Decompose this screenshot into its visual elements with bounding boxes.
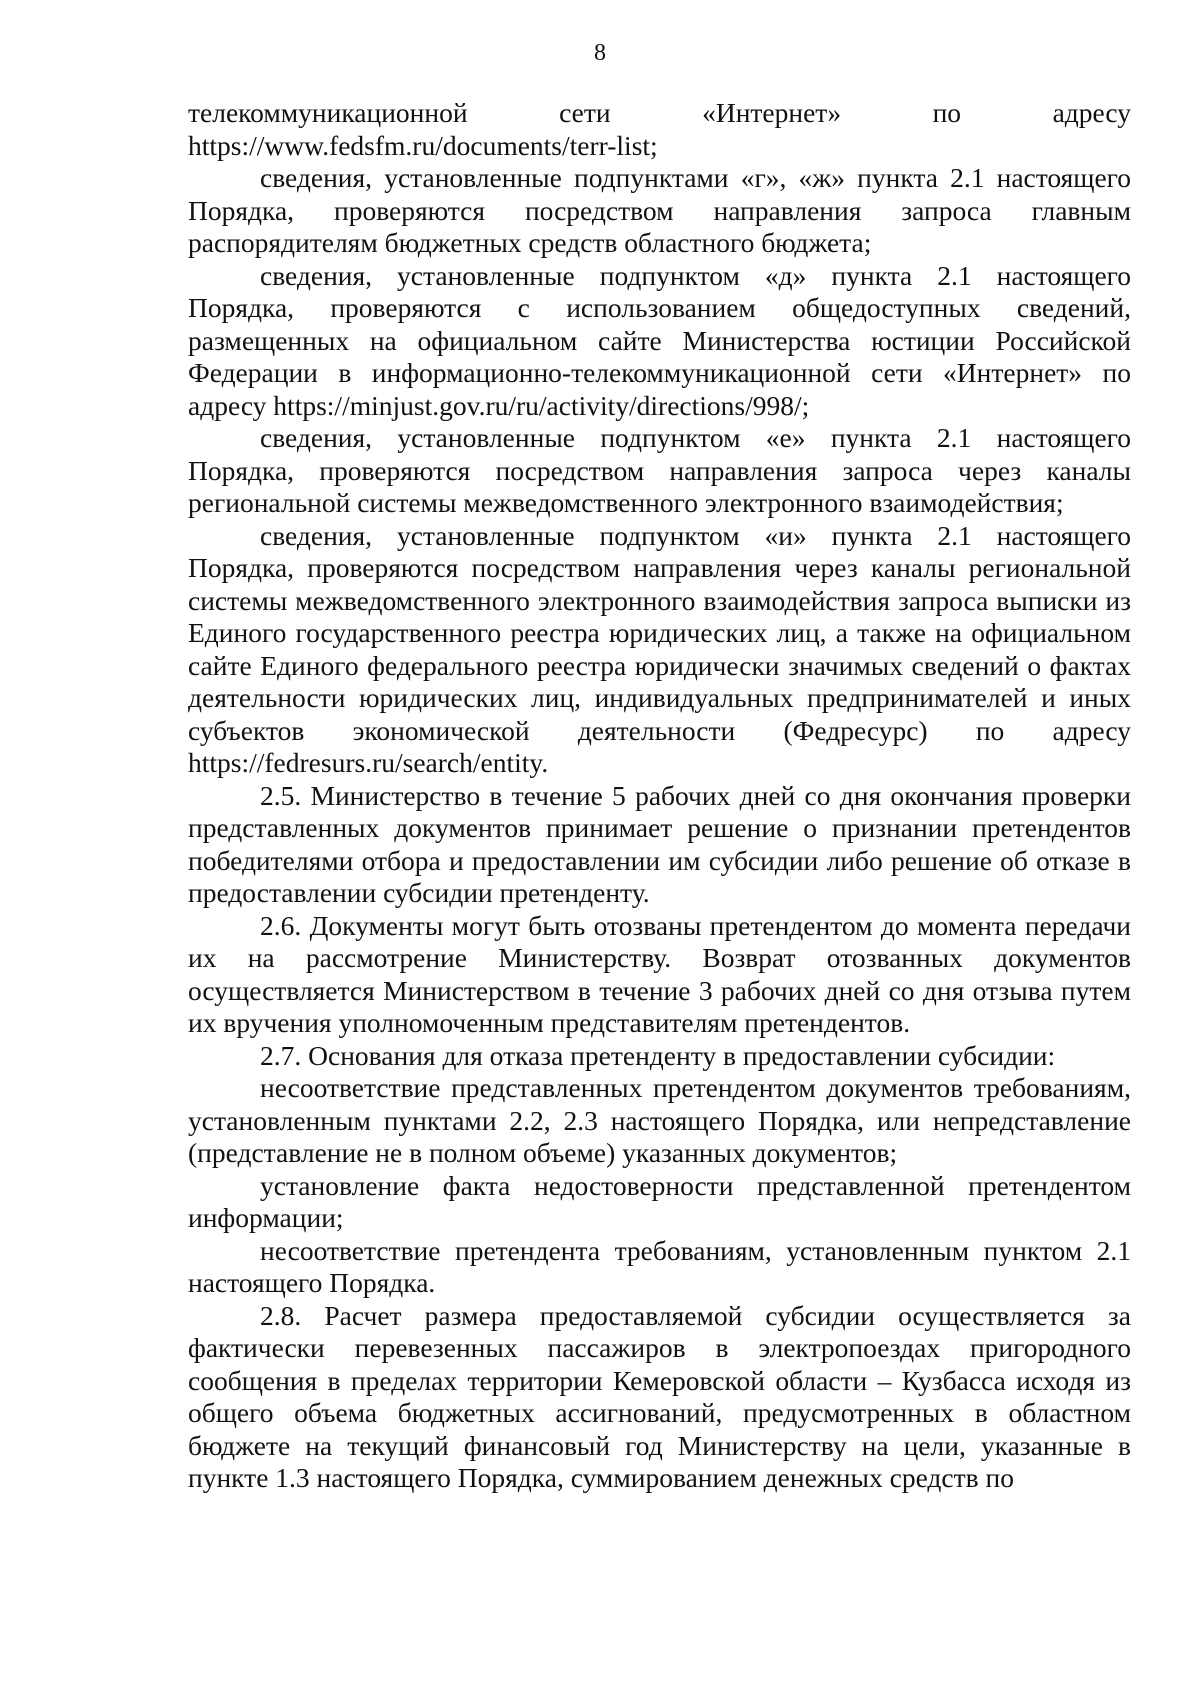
paragraph-info-i: сведения, установленные подпунктом «и» пункта 2.1 настоящего Порядка, проверяются посредством направления через каналы региональной системы межведомственного электронного взаимодействия запроса выписки из Единого государственного реестра юридических лиц, а также на официальном сайте Единого федерального реестра юридически значимых сведений о фактах деятельности юридических лиц, индивидуальных предпринимателей и иных субъектов экономической деятельности (Федресурс) по адресу https://fedresurs.ru/search/entity.: [188, 519, 1131, 778]
paragraph-info-g-zh: сведения, установленные подпунктами «г», «ж» пункта 2.1 настоящего Порядка, проверяются посредством направления запроса главным распорядителям бюджетных средств областного бюджета;: [188, 162, 1131, 258]
paragraph-2-8: 2.8. Расчет размера предоставляемой субсидии осуществляется за фактически перевезенных пассажиров в электропоездах пригородного сообщения в пределах территории Кемеровской области – Кузбасса исходя из общего объема бюджетных ассигнований, предусмотренных в областном бюджете на текущий финансовый год Министерству на цели, указанные в пункте 1.3 настоящего Порядка, суммированием денежных средств по: [188, 1299, 1131, 1493]
paragraph-2-6: 2.6. Документы могут быть отозваны претендентом до момента передачи их на рассмотрение Министерству. Возврат отозванных документов осуществляется Министерством в течение 3 рабочих дней со дня отзыва путем их вручения уполномоченным представителям претендентов.: [188, 909, 1131, 1038]
paragraph-info-d: сведения, установленные подпунктом «д» пункта 2.1 настоящего Порядка, проверяются с использованием общедоступных сведений, размещенных на официальном сайте Министерства юстиции Российской Федерации в информационно-телекоммуникационной сети «Интернет» по адресу https://minjust.gov.ru/ru/activity/directions/998/;: [188, 259, 1131, 421]
document-body: [188, 97, 1131, 1495]
page-number: 8: [594, 40, 606, 66]
paragraph-internet-address-continuation: телекоммуникационной сети «Интернет» по адресу https://www.fedsfm.ru/documents/terr-list;: [188, 97, 1131, 161]
paragraph-2-5: 2.5. Министерство в течение 5 рабочих дней со дня окончания проверки представленных документов принимает решение о признании претендентов победителями отбора и предоставлении им субсидии либо решение об отказе в предоставлении субсидии претенденту.: [188, 779, 1131, 908]
paragraph-refusal-reason-documents: несоответствие представленных претендентом документов требованиям, установленным пунктами 2.2, 2.3 настоящего Порядка, или непредставление (представление не в полном объеме) указанных документов;: [188, 1072, 1131, 1168]
paragraph-refusal-reason-requirements: несоответствие претендента требованиям, установленным пунктом 2.1 настоящего Порядка.: [188, 1234, 1131, 1298]
paragraph-refusal-reason-false-info: установление факта недостоверности представленной претендентом информации;: [188, 1169, 1131, 1233]
paragraph-2-7: 2.7. Основания для отказа претенденту в предоставлении субсидии:: [260, 1039, 1056, 1071]
paragraph-info-e: сведения, установленные подпунктом «е» пункта 2.1 настоящего Порядка, проверяются посредством направления запроса через каналы региональной системы межведомственного электронного взаимодействия;: [188, 422, 1131, 518]
